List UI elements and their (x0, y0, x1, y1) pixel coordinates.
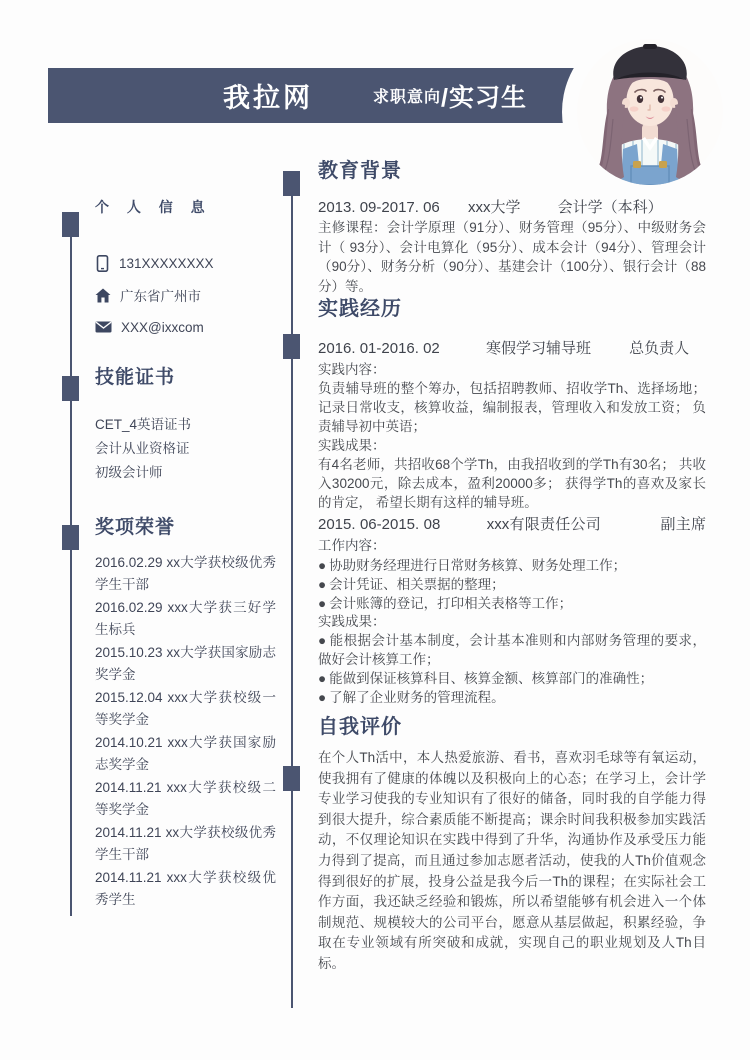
bullet-icon: ● (318, 576, 327, 592)
avatar-illustration (577, 39, 723, 185)
result-text: 能做到保证核算科目、核算金额、核算部门的准确性； (329, 670, 654, 686)
marker-self-evaluation (283, 766, 300, 791)
main-timeline-line (291, 171, 293, 1008)
bullet-icon: ● (318, 558, 327, 573)
avatar (577, 39, 723, 185)
phone-icon (95, 255, 110, 272)
practice-title: 实践经历 (318, 298, 402, 320)
entry1-content: 负责辅导班的整个筹办，包括招聘教师、招收学Th、选择场地； 记录日常收支，核算收益，编制报表，管理收入和发放工资； 负责辅导初中英语； (318, 381, 706, 434)
result-text: 了解了企业财务的管理流程。 (329, 689, 505, 705)
entry2-content-label: 工作内容： (318, 538, 386, 553)
practice-entry2 (318, 514, 706, 707)
result-item (318, 670, 706, 689)
job-intent (373, 68, 527, 123)
award-item: 2015.10.23 xx大学获国家励志奖学金 (95, 645, 276, 682)
awards-title: 奖项荣誉 (95, 517, 176, 538)
award-item: 2016.02.29 xxx大学获三好学生标兵 (95, 600, 276, 637)
marker-awards (62, 525, 79, 550)
duty-item (318, 576, 706, 595)
contact-address-text: 广东省广州市 (120, 289, 201, 304)
duty-item (318, 557, 706, 576)
education-courses: 主修课程：会计学原理（91分）、财务管理（95分）、中级财务会计（ 93分）、会计电算化（95分）、成本会计（94分）、管理会计（90分）、财务分析（90分）、基建会计（100分）、银行会计（88分）等。 (318, 220, 706, 294)
job-intent-value: /实习生 (441, 83, 527, 112)
education-entry-header (318, 196, 708, 217)
award-item: 2015.12.04 xxx大学获校级一等奖学金 (95, 690, 276, 727)
practice-entry1-body (318, 360, 706, 512)
entry1-result-label: 实践成果： (318, 438, 386, 453)
award-item: 2014.11.21 xxx大学获校级二等奖学金 (95, 780, 276, 817)
award-item: 2016.02.29 xx大学获校级优秀学生干部 (95, 555, 276, 592)
skills-list (95, 413, 275, 485)
marker-education (283, 171, 300, 196)
marker-practice (283, 334, 300, 359)
award-item: 2014.11.21 xx大学获校级优秀学生干部 (95, 825, 276, 862)
personal-info-title: 个 人 信 息 (95, 199, 212, 215)
duty-text: 会计账簿的登记，打印相关表格等工作； (329, 595, 573, 611)
result-item (318, 689, 706, 708)
duty-text: 会计凭证、相关票据的整理； (329, 576, 505, 592)
award-item: 2014.11.21 xxx大学获校级优秀学生 (95, 870, 276, 907)
skill-item: CET_4英语证书 (95, 417, 192, 432)
entry2-period: 2015. 06-2015. 08 (318, 516, 441, 533)
result-text: 能根据会计基本制度，会计基本准则和内部财务管理的要求，做好会计核算工作； (318, 633, 707, 667)
awards-list (95, 552, 276, 912)
contact-email (95, 316, 275, 338)
practice-entry2-header (318, 514, 706, 556)
entry2-role: 副主席 (660, 516, 706, 533)
job-intent-label: 求职意向 (373, 89, 442, 106)
brand-title: 我拉网 (223, 83, 313, 113)
contact-email-text: XXX@ixxcom (121, 319, 204, 335)
sidebar-timeline-line (70, 213, 72, 916)
bullet-icon: ● (318, 689, 327, 705)
entry1-content-label: 实践内容： (318, 362, 386, 377)
result-item (318, 632, 706, 670)
contact-phone-text: 131XXXXXXXX (119, 255, 214, 271)
contact-list (95, 252, 275, 348)
education-title: 教育背景 (318, 160, 402, 182)
duty-item (318, 595, 706, 614)
entry2-duties-list (318, 557, 706, 613)
mail-icon (95, 321, 112, 333)
home-icon (95, 288, 111, 303)
contact-address (95, 284, 275, 306)
entry2-organization: xxx有限责任公司 (486, 516, 602, 533)
skills-title: 技能证书 (95, 367, 176, 388)
marker-personal-info (62, 212, 79, 237)
entry1-result: 有4名老师，共招收68个学Th，由我招收到的学Th有30名； 共收入30200元，除去成本，盈利20000多； 获得学Th的喜欢及家长的肯定， 希望长期有这样的辅导班。 (318, 457, 706, 510)
contact-phone (95, 252, 275, 274)
duty-text: 协助财务经理进行日常财务核算、财务处理工作； (329, 558, 627, 573)
marker-skills (62, 376, 79, 401)
education-major: 会计学（本科） (557, 199, 663, 216)
bullet-icon: ● (318, 633, 327, 649)
skill-item: 初级会计师 (95, 465, 163, 480)
entry2-results-list (318, 632, 706, 707)
self-evaluation-text: 在个人Th活中，本人热爱旅游、看书，喜欢羽毛球等有氧运动，使我拥有了健康的体魄以及积极向上的心态；在学习上，会计学专业学习使我的专业知识有了很好的储备，同时我的自学能力得到很大提升，综合素质能不断提高；课余时间我积极参加实践活动，不仅理论知识在实践中得到了升华，沟通协作及承受压力能力得到了提高，而且通过参加志愿者活动，使我的人Th价值观念得到很好的扩展，投身公益是我今后一Th的课程；在实际社会工作方面，我还缺乏经验和锻炼，所以希望能够有机会进入一个体制规范、规模较大的公司平台，愿意从基层做起，积累经验，争取在专业领域有所突破和成就，实现自己的职业规划及人Th目标。 (318, 750, 706, 971)
education-school: xxx大学 (467, 199, 521, 216)
entry1-role: 总负责人 (629, 340, 690, 357)
entry1-organization: 寒假学习辅导班 (485, 340, 591, 357)
award-item: 2014.10.21 xxx大学获国家励志奖学金 (95, 735, 276, 772)
skill-item: 会计从业资格证 (95, 441, 190, 456)
bullet-icon: ● (318, 670, 327, 686)
entry1-period: 2016. 01-2016. 02 (318, 340, 440, 357)
self-evaluation-title: 自我评价 (318, 716, 402, 738)
practice-entry1-header (318, 337, 708, 358)
entry2-result-label: 实践成果： (318, 614, 386, 630)
bullet-icon: ● (318, 595, 327, 611)
header-banner (48, 68, 640, 123)
education-period: 2013. 09-2017. 06 (318, 199, 440, 216)
